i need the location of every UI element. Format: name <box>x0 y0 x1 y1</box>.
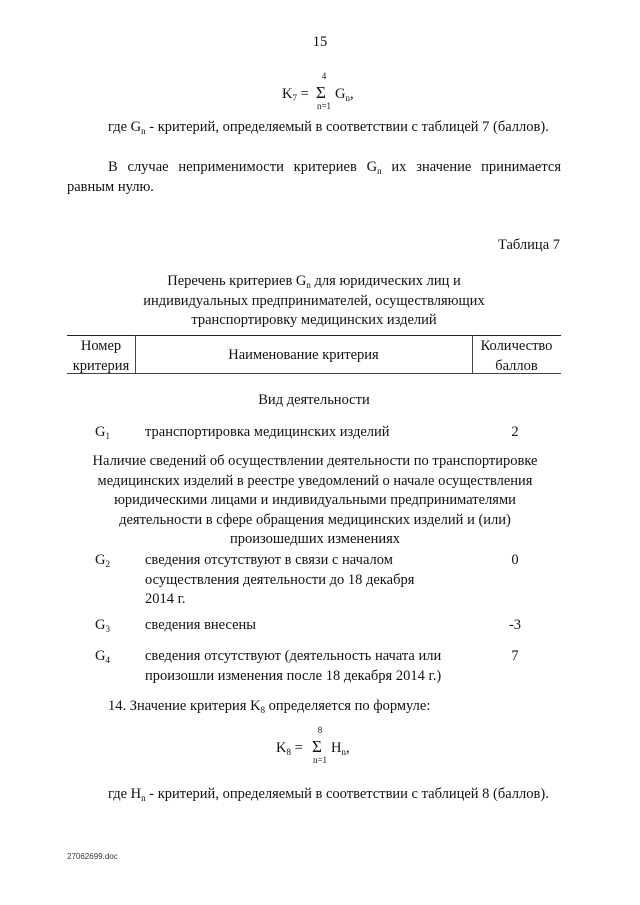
formula-k8-term: $H_n$, <box>331 740 350 757</box>
page-number: 15 <box>312 34 328 50</box>
table-top-rule <box>67 335 561 336</box>
file-name-footer: 27062699.doc <box>67 852 118 861</box>
paragraph-gn-nonapplicable: В случае неприменимости критериев $G_n$ их значение принимается равным нулю. <box>67 159 561 195</box>
upper-limit: 8 <box>317 725 323 735</box>
row-points-g3: -3 <box>508 617 522 633</box>
lower-limit: n=1 <box>312 755 328 765</box>
upper-limit: 4 <box>321 71 327 81</box>
sigma-icon: Σ <box>312 737 322 756</box>
row-desc-g2: сведения отсутствуют в связи с началом осуществления деятельности до 18 декабря 2014 г. <box>145 552 415 608</box>
caption-line-3: транспортировку медицинских изделий <box>191 312 437 329</box>
row-code-g1: $G_1$ <box>95 424 110 441</box>
row-points-g1: 2 <box>511 424 519 440</box>
summation-sign-k8 <box>311 725 329 766</box>
header-number: Номер критерия <box>72 338 130 374</box>
header-name: Наименование критерия <box>228 347 379 363</box>
table-caption <box>67 272 561 331</box>
table-label: Таблица 7 <box>497 237 560 253</box>
section-title-activity: Вид деятельности <box>258 392 370 408</box>
caption-line-1: Перечень критериев $G_n$ для юридических лиц и <box>167 273 461 290</box>
section-title-registry: Наличие сведений об осуществлении деятельности по транспортировке медицинских изделий в реестре уведомлений о начале осуществления юридическими лицами и индивидуальными предпринимателями деятельности в сфере обращения медицинских изделий и (или) произошедших изменениях <box>92 453 538 548</box>
sigma-icon: Σ <box>316 83 326 102</box>
row-code-g2: $G_2$ <box>95 552 110 569</box>
summation-sign-k7 <box>315 71 333 112</box>
row-code-g3: $G_3$ <box>95 617 110 634</box>
header-points: Количество баллов <box>480 338 553 374</box>
paragraph-hn-definition: где $H_n$ - критерий, определяемый в соответствии с таблицей 8 (баллов). <box>108 786 549 803</box>
row-code-g4: $G_4$ <box>95 648 110 665</box>
row-desc-g3: сведения внесены <box>145 617 257 633</box>
paragraph-k8-intro: 14. Значение критерия $K_8$ определяется по формуле: <box>108 698 431 715</box>
row-points-g4: 7 <box>511 648 519 664</box>
formula-k7-term: $G_n$, <box>335 86 354 103</box>
paragraph-gn-definition: где $G_n$ - критерий, определяемый в соответствии с таблицей 7 (баллов). <box>108 119 549 136</box>
formula-k7 <box>282 71 402 112</box>
row-desc-g1: транспортировка медицинских изделий <box>145 424 390 440</box>
row-desc-g4: сведения отсутствуют (деятельность начата или произошли изменения после 18 декабря 2014 г.) <box>145 648 442 684</box>
formula-k7-lhs: $K_7$ = <box>282 86 309 103</box>
lower-limit: n=1 <box>316 101 332 111</box>
row-points-g2: 0 <box>511 552 519 568</box>
formula-k8-lhs: $K_8$ = <box>276 740 303 757</box>
formula-k8 <box>276 725 396 766</box>
caption-line-2: индивидуальных предпринимателей, осуществляющих <box>143 292 485 309</box>
